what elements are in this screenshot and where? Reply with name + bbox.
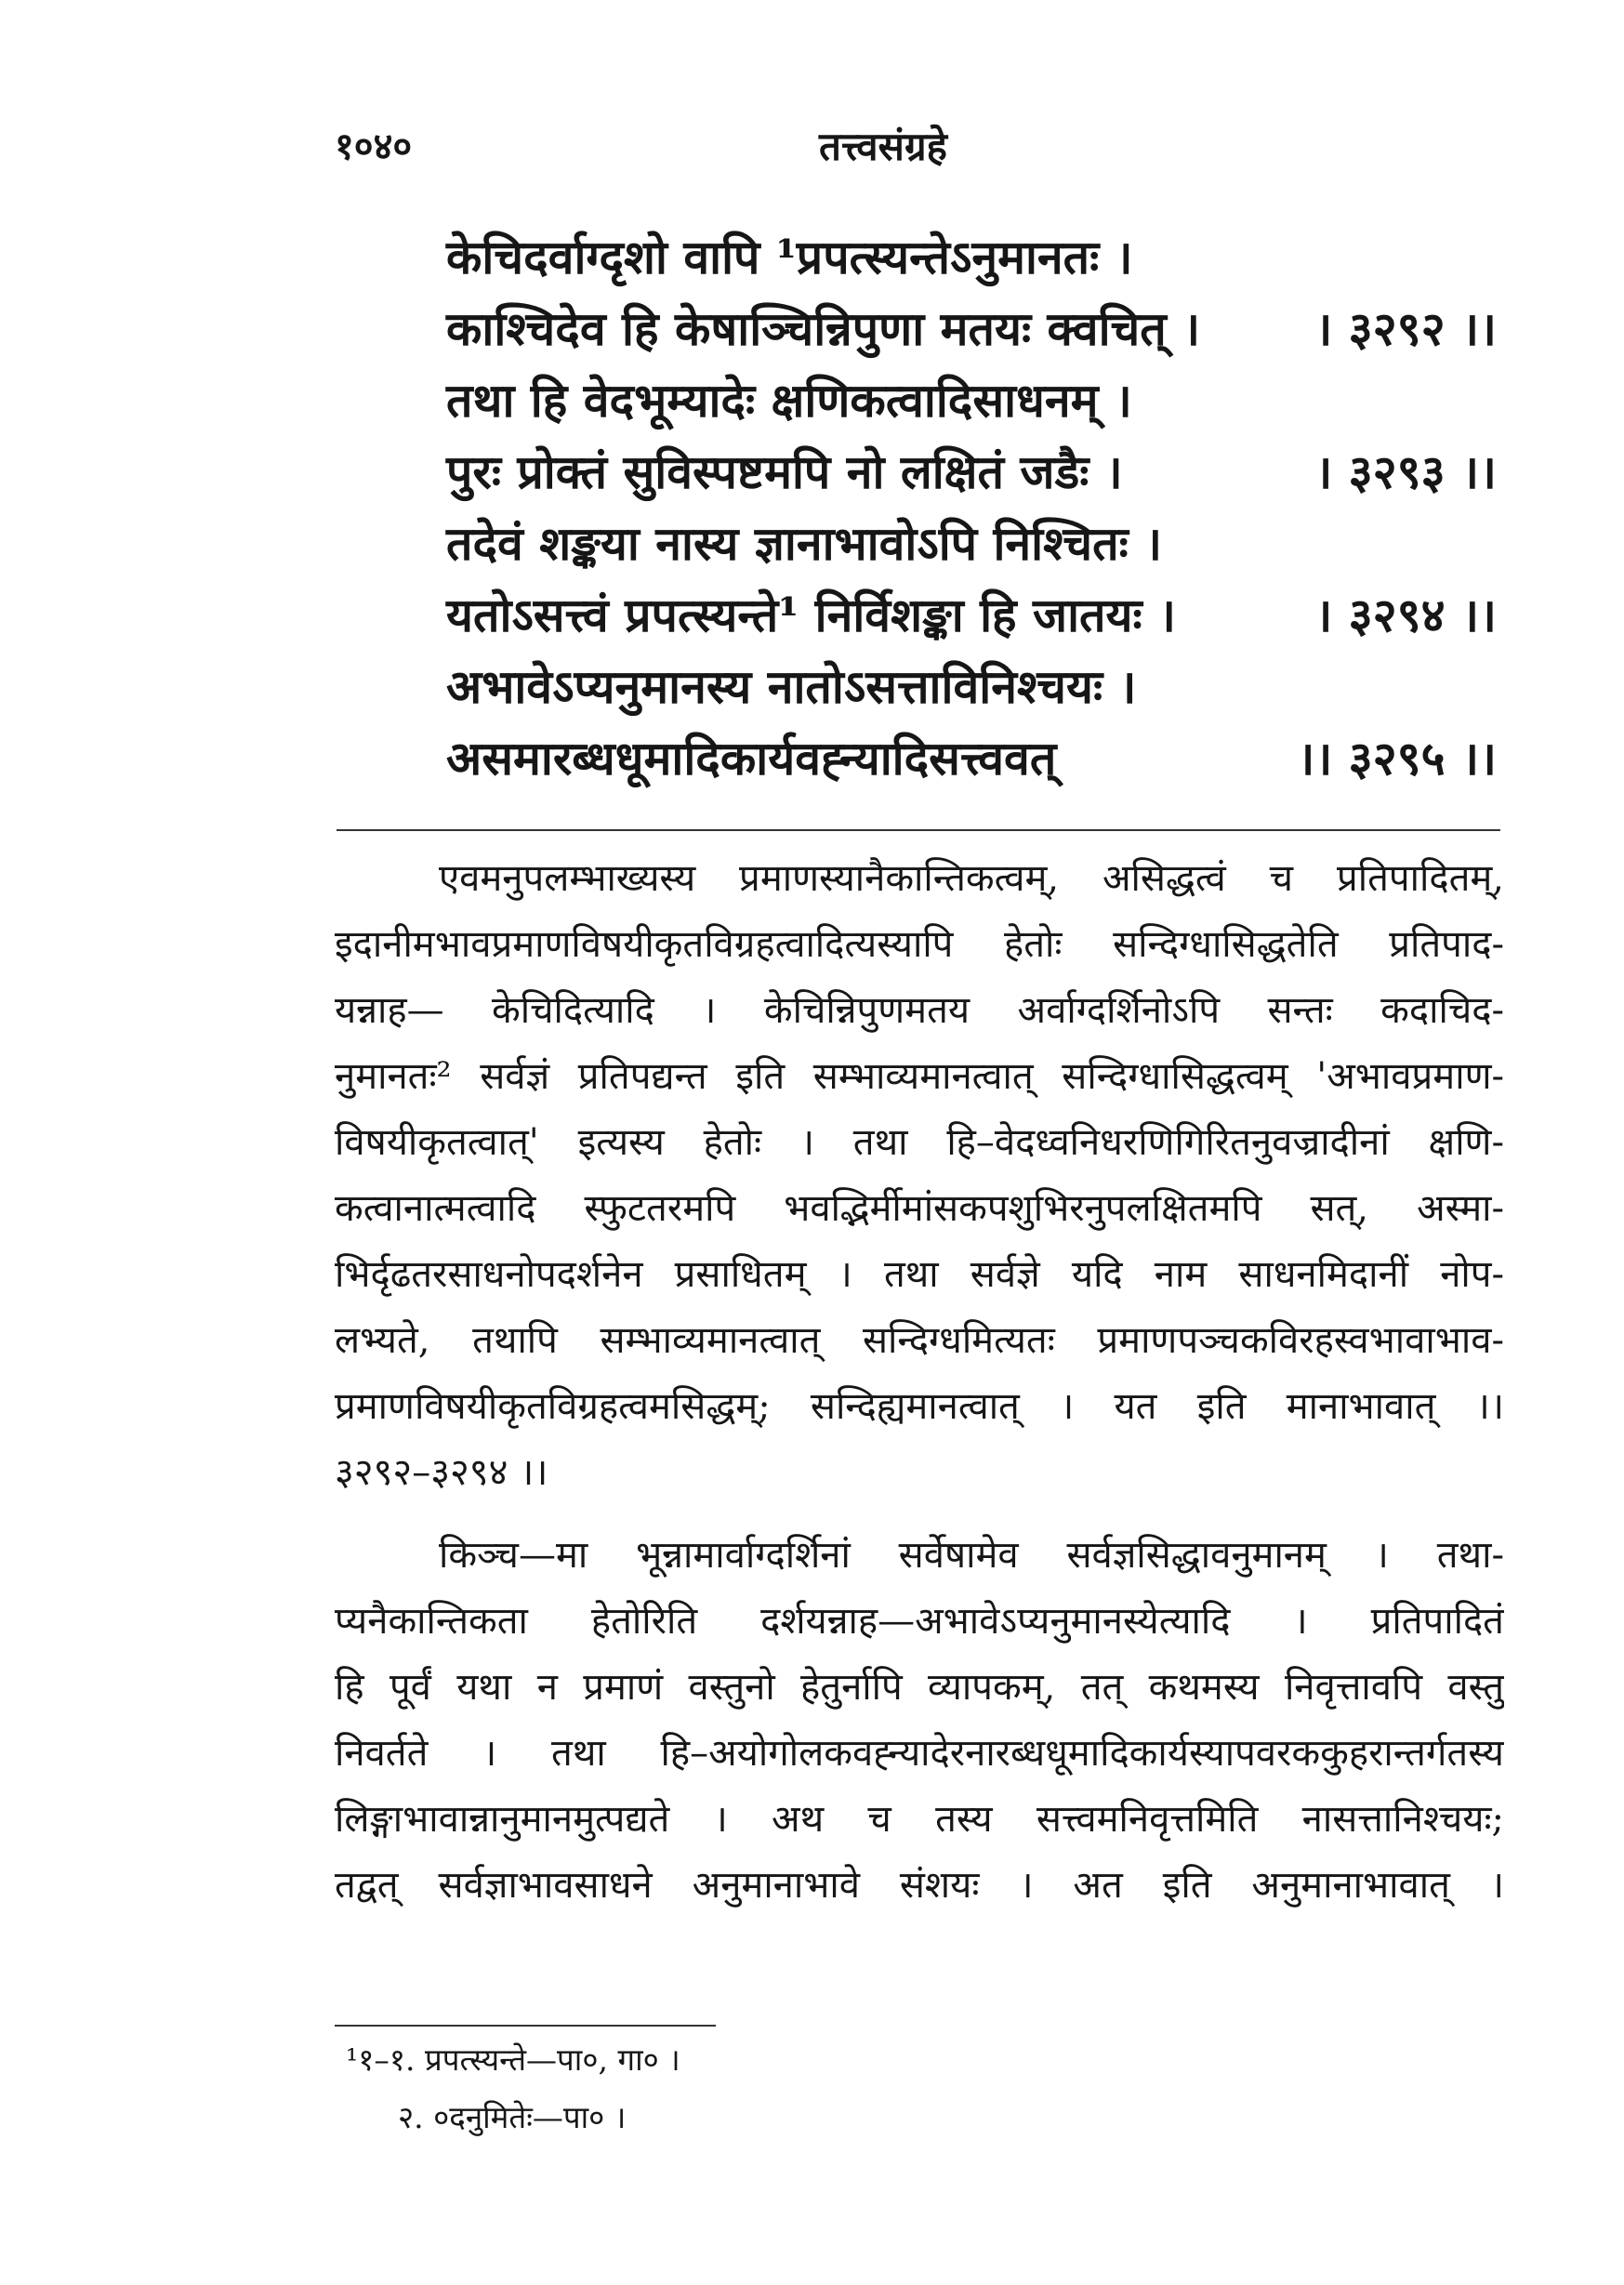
verse-text: काश्चिदेव हि केषाञ्चिन्निपुणा मतयः क्वचित् । [446, 301, 1201, 356]
footnote: २. ०दनुमितेः—पा० । [398, 2099, 627, 2135]
section-divider [337, 829, 1500, 831]
footnotes [346, 2031, 1182, 2146]
commentary-line: तद्वत् सर्वज्ञाभावसाधने अनुमानाभावे संशयः । अत इति अनुमानाभावात् । [335, 1864, 1504, 1907]
commentary-line: प्रमाणविषयीकृतविग्रहत्वमसिद्धम्; सन्दिह्यमानत्वात् । यत इति मानाभावात् ।। [335, 1385, 1504, 1428]
page-header [335, 119, 1497, 184]
verse-text: तथा हि वेदभूम्यादेः क्षणिकत्वादिसाधनम् । [446, 373, 1132, 428]
footnote: ¹१–१. प्रपत्स्यन्ते—पा०, गा० । [346, 2041, 680, 2078]
commentary-line: नुमानतः² सर्वज्ञं प्रतिपद्यन्त इति सम्भाव्यमानत्वात् सन्दिग्धासिद्धत्वम् 'अभावप्रमाण- [335, 1055, 1504, 1098]
commentary-line: हि पूर्वं यथा न प्रमाणं वस्तुनो हेतुर्नापि व्यापकम्, तत् कथमस्य निवृत्तावपि वस्तु [335, 1666, 1504, 1709]
verse-number: । ३२९४ ।। [1314, 588, 1497, 642]
verse-number: । ३२९३ ।। [1314, 444, 1497, 499]
verse-text: पुरः प्रोक्तं सुविस्पष्टमपि नो लक्षितं जडैः । [446, 444, 1123, 499]
verse-line [446, 579, 1497, 651]
commentary-block [335, 846, 1504, 1935]
verse-text: तदेवं शङ्कया नास्य ज्ञानाभावोऽपि निश्चितः । [446, 516, 1163, 571]
page-number: १०४० [335, 125, 413, 168]
running-title: तत्त्वसंग्रहे [819, 124, 947, 169]
verse-line [446, 651, 1497, 722]
verse-line [446, 722, 1497, 794]
commentary-line: कत्वानात्मत्वादि स्फुटतरमपि भवद्भिर्मीमांसकपशुभिरनुपलक्षितमपि सत्, अस्मा- [335, 1187, 1504, 1230]
commentary-line: भिर्दृढतरसाधनोपदर्शनेन प्रसाधितम् । तथा सर्वज्ञे यदि नाम साधनमिदानीं नोप- [335, 1253, 1504, 1296]
verse-text: यतोऽसत्त्वं प्रपत्स्यन्ते¹ निर्विशङ्का हि जातयः । [446, 588, 1176, 642]
verse-line [446, 364, 1497, 436]
verse-block [446, 221, 1497, 794]
commentary-line: प्यनैकान्तिकता हेतोरिति दर्शयन्नाह—अभावेऽप्यनुमानस्येत्यादि । प्रतिपादितं [335, 1600, 1504, 1643]
commentary-line: इदानीमभावप्रमाणविषयीकृतविग्रहत्वादित्यस्यापि हेतोः सन्दिग्धासिद्धतेति प्रतिपाद- [335, 923, 1504, 966]
footnote-divider [335, 2025, 716, 2027]
commentary-line: निवर्तते । तथा हि–अयोगोलकवह्न्यादेरनारब्धधूमादिकार्यस्यापवरककुहरान्तर्गतस्य [335, 1732, 1504, 1775]
commentary-line: लभ्यते, तथापि सम्भाव्यमानत्वात् सन्दिग्धमित्यतः प्रमाणपञ्चकविरहस्वभावाभाव- [335, 1319, 1504, 1362]
verse-number: । ३२९२ ।। [1314, 301, 1497, 356]
verse-line [446, 436, 1497, 508]
commentary-paragraph [335, 1523, 1504, 1919]
commentary-line: लिङ्गाभावान्नानुमानमुत्पद्यते । अथ च तस्य सत्त्वमनिवृत्तमिति नासत्तानिश्चयः; [335, 1798, 1504, 1841]
verse-line [446, 508, 1497, 579]
commentary-line: किञ्च—मा भून्नामार्वाग्दर्शिनां सर्वेषामेव सर्वज्ञसिद्धावनुमानम् । तथा- [439, 1534, 1504, 1577]
verse-line [446, 221, 1497, 293]
verse-number: ।। ३२९५ ।। [1297, 731, 1497, 786]
verse-text: अभावेऽप्यनुमानस्य नातोऽसत्ताविनिश्चयः । [446, 659, 1137, 714]
commentary-line: यन्नाह— केचिदित्यादि । केचिन्निपुणमतय अर्वाग्दर्शिनोऽपि सन्तः कदाचिद- [335, 989, 1504, 1032]
commentary-line: ३२९२–३२९४ ।। [335, 1451, 548, 1494]
commentary-line: विषयीकृतत्वात्' इत्यस्य हेतोः । तथा हि–वेदध्वनिधरणिगिरितनुवज्रादीनां क्षणि- [335, 1121, 1504, 1164]
verse-line [446, 293, 1497, 364]
verse-text: केचिदर्वाग्दृशो वापि ¹प्रपत्स्यन्तेऽनुमानतः । [446, 230, 1133, 284]
commentary-paragraph [335, 846, 1504, 1506]
commentary-line: एवमनुपलम्भाख्यस्य प्रमाणस्यानैकान्तिकत्वम्, असिद्धत्वं च प्रतिपादितम्, [439, 857, 1504, 900]
verse-text: असमारब्धधूमादिकार्यवह्न्यादिसत्त्ववत् [446, 731, 1057, 786]
